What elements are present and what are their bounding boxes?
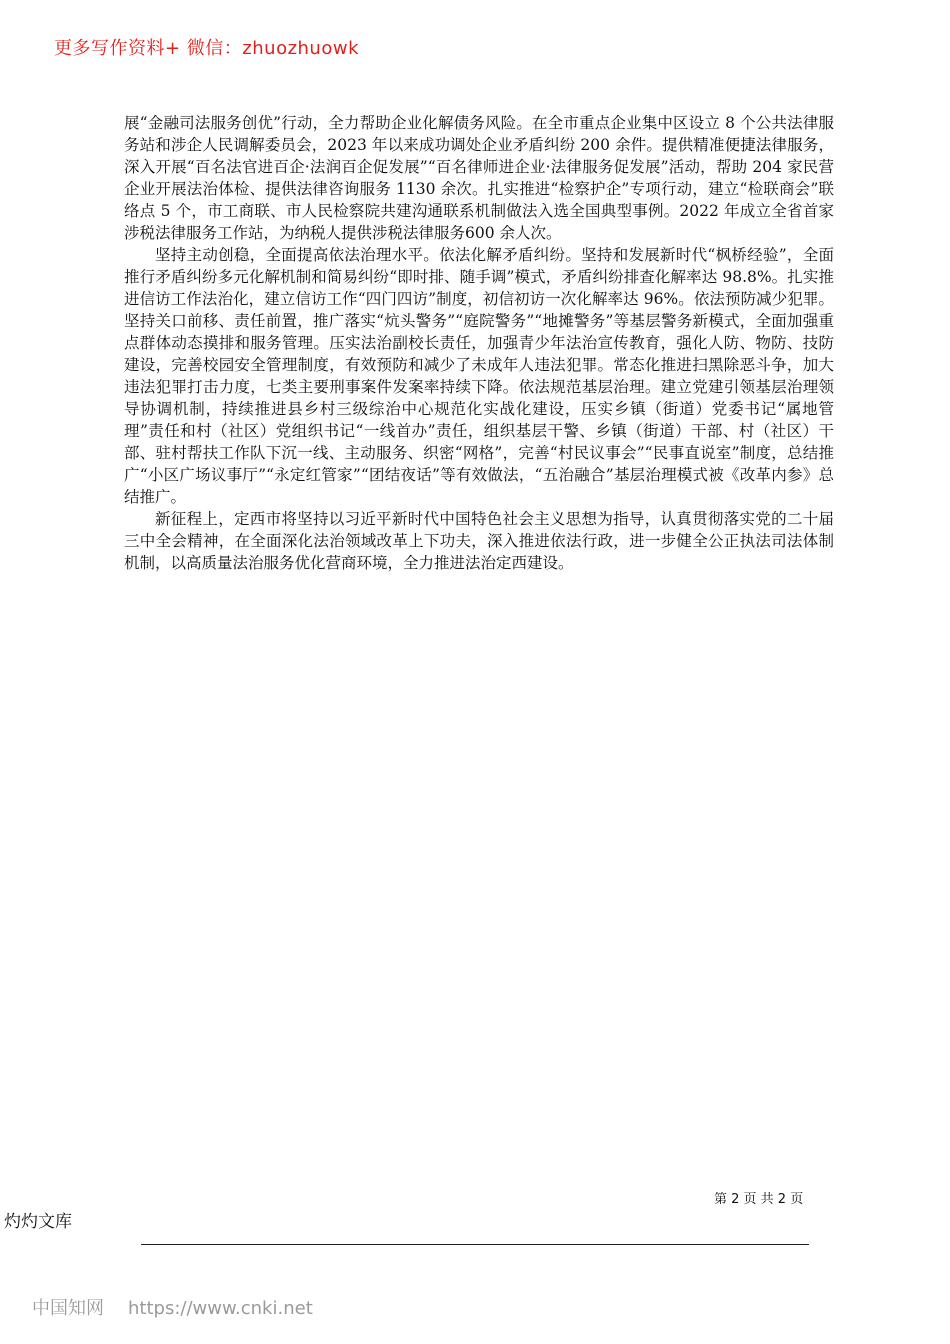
paragraph-new-journey: 新征程上，定西市将坚持以习近平新时代中国特色社会主义思想为指导，认真贯彻落实党的二十届三中全会精神，在全面深化法治领域改革上下功夫，深入推进依法行政，进一步健全公正执法司法体制机制，以高质量法治服务优化营商环境，全力推进法治定西建设。 [124, 510, 834, 572]
cnki-watermark [32, 1294, 313, 1320]
footer-divider [141, 1244, 809, 1245]
watermark-logo-text: 中国知网 [32, 1298, 104, 1319]
promo-banner-text[interactable]: 更多写作资料+ 微信：zhuozhuowk [54, 38, 360, 59]
paragraph-grassroots-governance: 坚持主动创稳，全面提高依法治理水平。依法化解矛盾纠纷。坚持和发展新时代“枫桥经验”，全面推行矛盾纠纷多元化解机制和简易纠纷“即时排、随手调”模式，矛盾纠纷排查化解率达 98.8%。扎实推进信访工作法治化，建立信访工作“四门四访”制度，初信初访一次化解率达 96%。依法预防减少犯罪。坚持关口前移、责任前置，推广落实“炕头警务”“庭院警务”“地摊警务”等基层警务新模式，全面加强重点群体动态摸排和服务管理。压实法治副校长责任，加强青少年法治宣传教育，强化人防、物防、技防建设，完善校园安全管理制度，有效预防和减少了未成年人违法犯罪。常态化推进扫黑除恶斗争，加大违法犯罪打击力度，七类主要刑事案件发案率持续下降。依法规范基层治理。建立党建引领基层治理领导协调机制，持续推进县乡村三级综治中心规范化实战化建设，压实乡镇（街道）党委书记“属地管理”责任和村（社区）党组织书记“一线首办”责任，组织基层干警、乡镇（街道）干部、村（社区）干部、驻村帮扶工作队下沉一线、主动服务、织密“网格”，完善“村民议事会”“民事直说室”制度，总结推广“小区广场议事厅”“永定红管家”“团结夜话”等有效做法，“五治融合”基层治理模式被《改革内参》总结推广。 [124, 246, 834, 506]
page-number: 第 2 页 共 2 页 [714, 1192, 804, 1207]
library-name: 灼灼文库 [4, 1212, 72, 1232]
paragraph-legal-services: 展“金融司法服务创优”行动，全力帮助企业化解债务风险。在全市重点企业集中区设立 8 个公共法律服务站和涉企人民调解委员会，2023 年以来成功调处企业矛盾纠纷 200 余件。提供精准便捷法律服务，深入开展“百名法官进百企·法润百企促发展”“百名律师进企业·法律服务促发展”活动，帮助 204 家民营企业开展法治体检、提供法律咨询服务 1130 余次。扎实推进“检察护企”专项行动，建立“检联商会”联络点 5 个，市工商联、市人民检察院共建沟通联系机制做法入选全国典型事例。2022 年成立全省首家涉税法律服务工作站，为纳税人提供涉税法律服务600 余人次。 [124, 114, 834, 242]
document-body [124, 112, 834, 574]
watermark-url: https://www.cnki.net [128, 1298, 313, 1319]
